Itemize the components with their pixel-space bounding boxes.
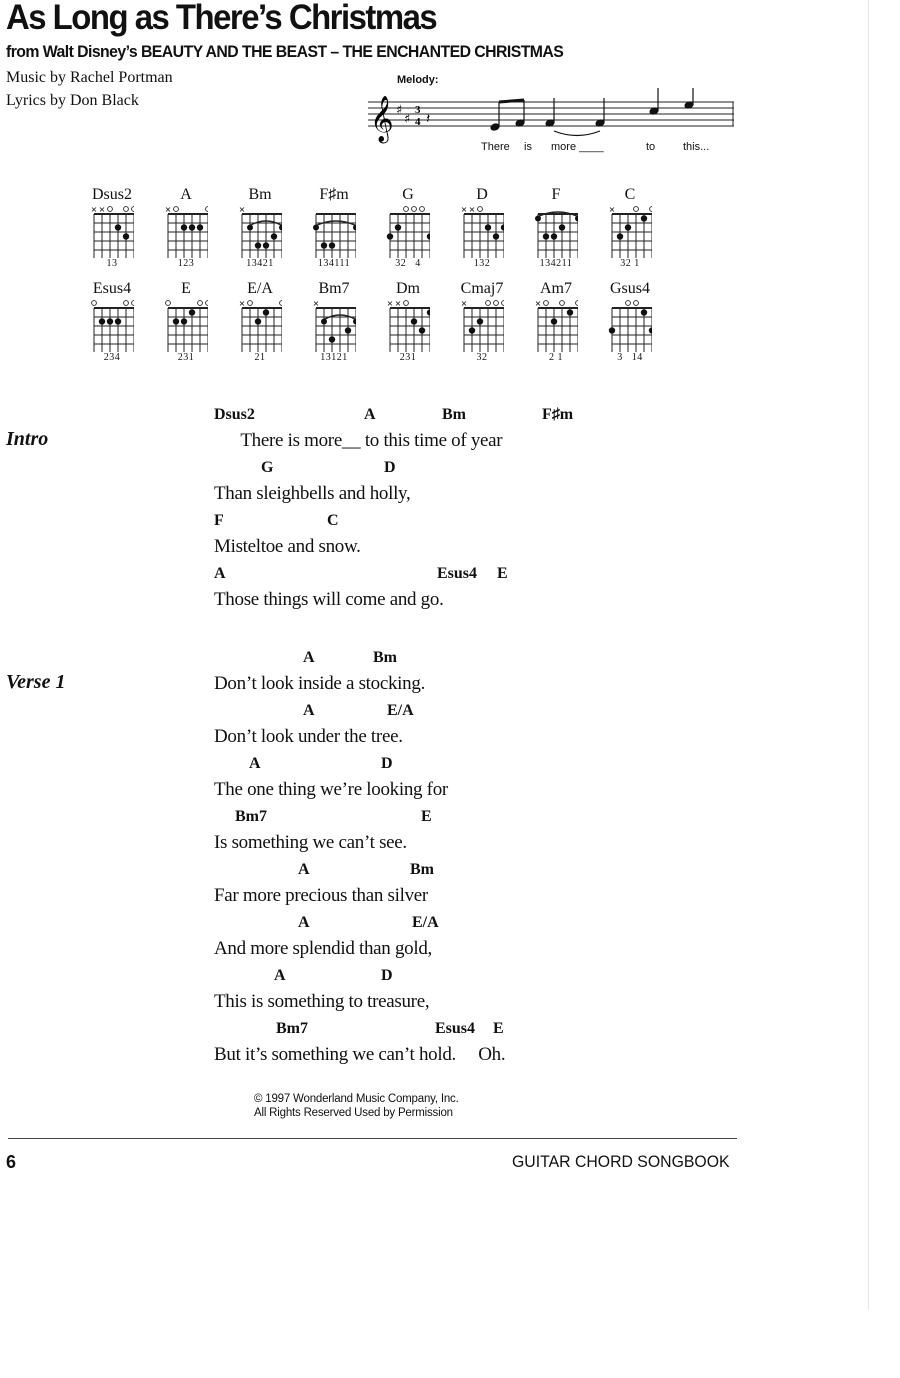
lyric-line: Those things will come and go. (214, 589, 444, 610)
svg-text:×: × (394, 300, 402, 308)
chord-symbol: D (384, 459, 396, 476)
chord-symbol: Dsus2 (214, 406, 255, 423)
chord-symbol: F♯m (542, 406, 574, 423)
chord-diagram-fingering: 13121 (320, 352, 348, 363)
chord-symbol: A (303, 702, 315, 719)
chord-symbol: A (249, 755, 261, 772)
page-number: 6 (6, 1152, 17, 1172)
chord-diagram-name: Bm (248, 186, 272, 203)
chord-diagram-name: E/A (247, 280, 273, 297)
svg-text:×: × (312, 300, 320, 308)
quarter-rest-icon: 𝄽 (426, 111, 431, 127)
chord-symbol: A (298, 861, 310, 878)
chord-diagram-fingering: 13 (106, 258, 118, 269)
song-title: As Long as There’s Christmas (6, 0, 437, 37)
chord-symbol: E (497, 565, 508, 582)
lyric-line: There is more__ to this time of year (214, 430, 503, 451)
svg-text:×: × (460, 206, 468, 214)
copyright-line-2: All Rights Reserved Used by Permission (254, 1107, 453, 1119)
melody-lyric: There (481, 141, 510, 153)
chord-diagram-name: F (551, 186, 561, 203)
chord-symbol: Esus4 (437, 565, 478, 582)
book-title: GUITAR CHORD SONGBOOK (512, 1152, 730, 1171)
lyrics-credit: Lyrics by Don Black (6, 92, 139, 109)
fretboard-grid (238, 300, 282, 352)
chord-diagram-name: D (476, 186, 488, 203)
lyric-line: Don’t look under the tree. (214, 726, 403, 747)
melody-label: Melody: (397, 74, 439, 86)
lyric-line: Than sleighbells and holly, (214, 483, 411, 504)
chord-diagram-fingering: 231 (177, 352, 195, 363)
fretboard-grid (90, 206, 134, 258)
chord-symbol: A (214, 565, 226, 582)
chord-symbol: Esus4 (435, 1020, 476, 1037)
lyric-line: Far more precious than silver (214, 885, 428, 906)
chord-diagram-name: Esus4 (92, 280, 132, 297)
section-label-intro: Intro (6, 428, 49, 450)
song-subtitle: from Walt Disney’s BEAUTY AND THE BEAST – THE ENCHANTED CHRISTMAS (6, 42, 564, 61)
melody-lyric: this... (683, 141, 710, 153)
chord-symbol: A (298, 914, 310, 931)
chord-diagram-name: Am7 (540, 280, 572, 297)
time-sig-bottom: 4 (415, 116, 421, 128)
svg-text:×: × (90, 206, 98, 214)
chord-symbol: Bm (373, 649, 397, 666)
chord-diagram-fingering: 234 (103, 352, 121, 363)
fretboard-grid (164, 206, 208, 258)
fretboard-grid (460, 206, 504, 258)
chord-symbol: Bm (442, 406, 466, 423)
fretboard-grid (312, 206, 356, 258)
music-credit: Music by Rachel Portman (6, 69, 173, 86)
chord-diagram-name: C (624, 186, 636, 203)
lyric-line: And more splendid than gold, (214, 938, 432, 959)
lyric-line: But it’s something we can’t hold. Oh. (214, 1044, 506, 1065)
svg-text:×: × (238, 206, 246, 214)
sharp-c-icon: ♯ (404, 112, 411, 127)
footer-rule (8, 1138, 737, 1139)
chord-diagram-name: Dm (396, 280, 420, 297)
svg-text:×: × (98, 206, 106, 214)
lyric-line: The one thing we’re looking for (214, 779, 448, 800)
fretboard-grid (534, 300, 578, 352)
svg-text:×: × (534, 300, 542, 308)
chord-diagram-fingering: 21 (254, 352, 266, 363)
svg-text:×: × (468, 206, 476, 214)
chord-diagram-name: Gsus4 (609, 280, 650, 297)
chord-symbol: E (493, 1020, 504, 1037)
page-edge (868, 0, 869, 1310)
chord-diagram-fingering: 123 (177, 258, 195, 269)
time-sig-top: 3 (415, 104, 421, 116)
chord-symbol: G (261, 459, 274, 476)
chord-diagram-name: E (181, 280, 191, 297)
chord-symbol: E (421, 808, 432, 825)
svg-text:×: × (164, 206, 172, 214)
chord-diagram-name: F♯m (319, 186, 349, 203)
chord-diagram-fingering: 32 1 (620, 258, 640, 269)
fretboard-grid (164, 300, 208, 352)
chord-symbol: Bm (410, 861, 434, 878)
chord-symbol: Bm7 (276, 1020, 308, 1037)
fretboard-grid (460, 300, 504, 352)
melody-lyric: to (646, 141, 656, 153)
lyric-line: Don’t look inside a stocking. (214, 673, 426, 694)
fretboard-grid (386, 206, 430, 258)
svg-text:×: × (608, 206, 616, 214)
melody-lyric: more ____ (551, 141, 604, 153)
fretboard-grid (534, 206, 578, 258)
fretboard-grid (90, 300, 134, 352)
chord-symbol: A (303, 649, 315, 666)
chord-symbol: A (274, 967, 286, 984)
fretboard-grid (386, 300, 430, 352)
chord-diagram-fingering: 3 14 (617, 352, 643, 363)
chord-symbol: C (327, 512, 339, 529)
fretboard-grid (238, 206, 282, 258)
chord-diagram-name: Bm7 (318, 280, 350, 297)
sharp-f-icon: ♯ (396, 103, 403, 118)
chord-diagram-fingering: 231 (399, 352, 417, 363)
chord-diagram-fingering: 132 (473, 258, 491, 269)
lyric-line: This is something to treasure, (214, 991, 430, 1012)
chord-symbol: Bm7 (235, 808, 267, 825)
fretboard-grid (608, 300, 652, 352)
chord-symbol: D (381, 755, 393, 772)
chord-diagram-fingering: 32 (476, 352, 488, 363)
melody-lyric: is (524, 141, 532, 153)
chord-diagram-fingering: 134111 (317, 258, 351, 269)
chord-symbol: F (214, 512, 224, 529)
melody-notes (490, 88, 694, 136)
fretboard-grid (608, 206, 652, 258)
chord-diagram-fingering: 32 4 (395, 258, 421, 269)
svg-text:×: × (238, 300, 246, 308)
fretboard-grid (312, 300, 356, 352)
melody-staff (368, 88, 738, 144)
section-label-verse-1: Verse 1 (6, 671, 66, 693)
chord-diagram-fingering: 2 1 (549, 352, 563, 363)
chord-symbol: D (381, 967, 393, 984)
chord-symbol: A (364, 406, 376, 423)
treble-clef-icon: 𝄞 (370, 96, 394, 142)
chord-diagram-name: Cmaj7 (460, 280, 504, 297)
chord-symbol: E/A (387, 702, 414, 719)
svg-text:×: × (386, 300, 394, 308)
copyright-line-1: © 1997 Wonderland Music Company, Inc. (254, 1093, 459, 1105)
chord-diagram-name: G (402, 186, 414, 203)
lyric-line: Misteltoe and snow. (214, 536, 361, 557)
lyric-line: Is something we can’t see. (214, 832, 407, 853)
chord-diagram-name: Dsus2 (91, 186, 132, 203)
chord-diagram-name: A (180, 186, 192, 203)
chord-diagram-fingering: 134211 (539, 258, 573, 269)
svg-text:×: × (460, 300, 468, 308)
chord-diagram-fingering: 13421 (246, 258, 274, 269)
chord-symbol: E/A (412, 914, 439, 931)
